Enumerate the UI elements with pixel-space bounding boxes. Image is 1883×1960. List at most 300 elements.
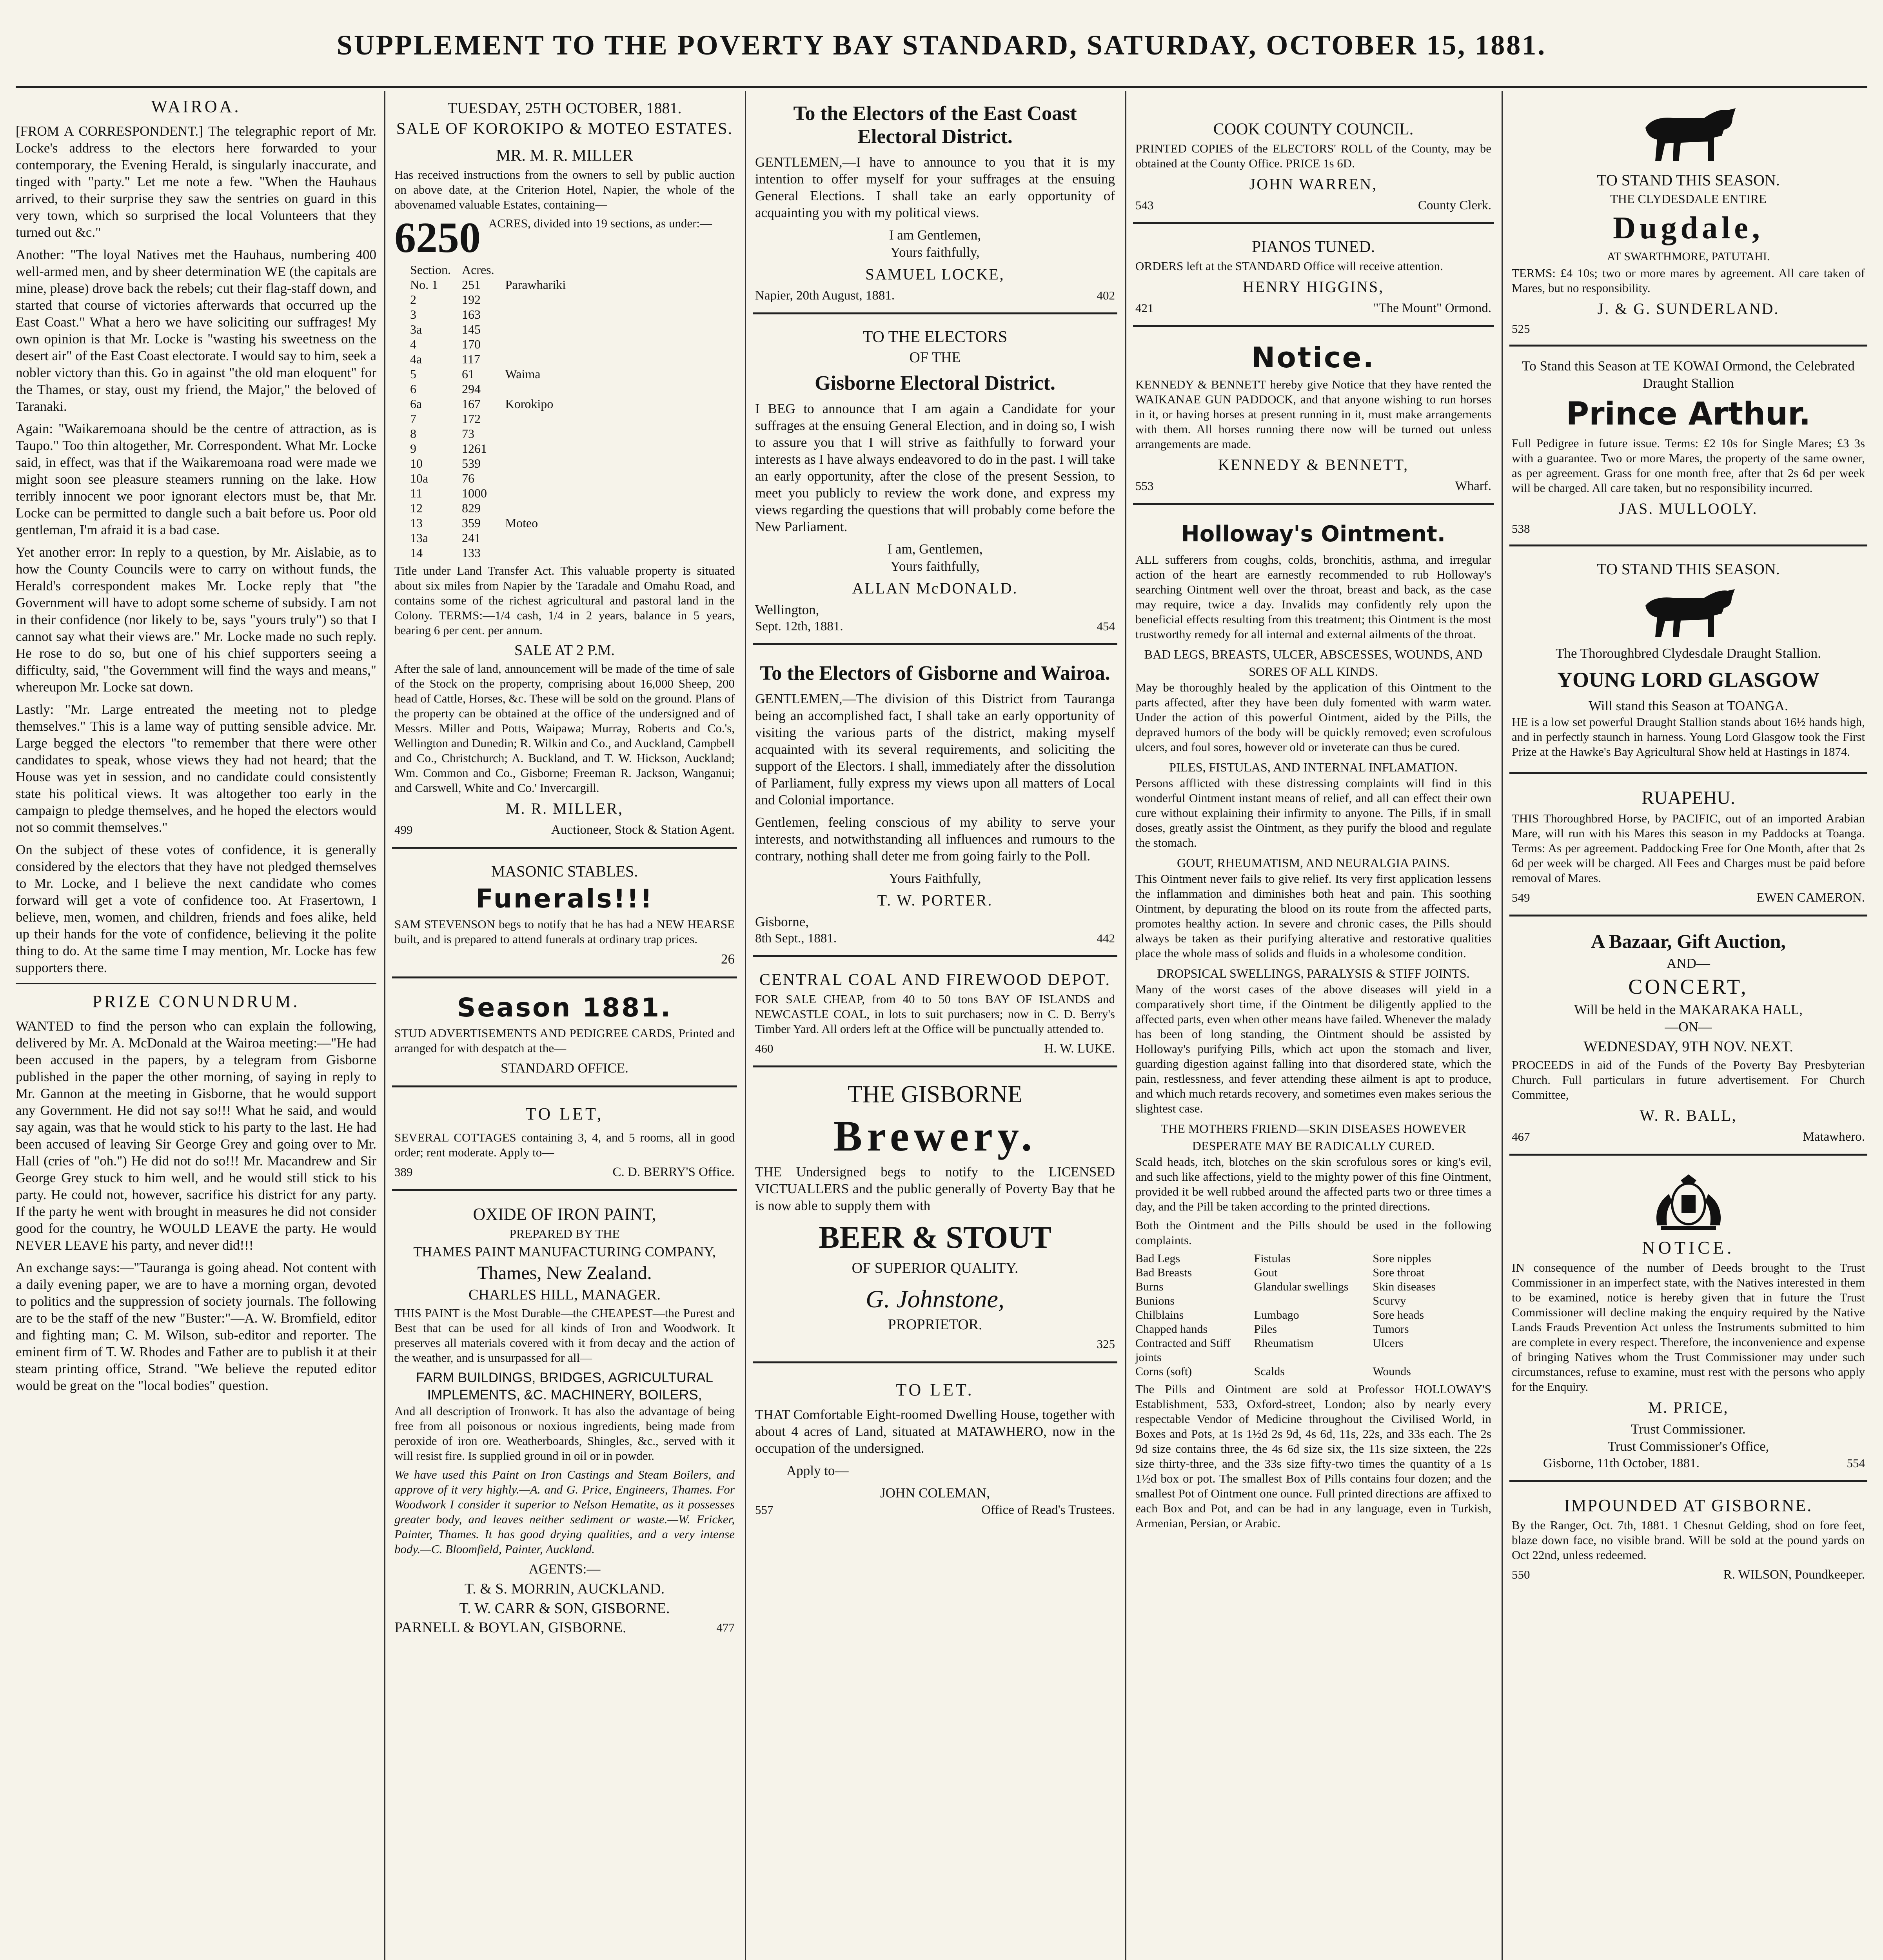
signature: SAMUEL LOCKE, bbox=[865, 265, 1005, 283]
ad-footer bbox=[755, 930, 1115, 947]
ad-number: 460 bbox=[755, 1042, 774, 1055]
electors-heading: Gisborne Electoral District. bbox=[815, 372, 1055, 394]
lots-header-cell: Section. bbox=[410, 263, 451, 277]
lots-cell: 294 bbox=[461, 382, 481, 396]
lots-body bbox=[410, 277, 577, 560]
ad-number: 554 bbox=[1847, 1456, 1865, 1470]
lots-table bbox=[410, 262, 577, 560]
complaint-item: Glandular swellings bbox=[1254, 1280, 1349, 1293]
lots-cell: 7 bbox=[410, 412, 416, 426]
sale-signature: M. R. MILLER, bbox=[505, 800, 624, 817]
agent: T. W. CARR & SON, GISBORNE. bbox=[459, 1600, 670, 1617]
place: Matawhero. bbox=[1803, 1130, 1865, 1144]
electors-body: GENTLEMEN,—I have to announce to you that it is my intention to offer myself for your suffrages at the ensuing General Elections. I shall take an early opportunity of acquainting you with my political views. bbox=[755, 154, 1115, 220]
signature: KENNEDY & BENNETT, bbox=[1218, 456, 1409, 474]
lots-cell: 163 bbox=[461, 307, 481, 321]
lots-row bbox=[410, 396, 577, 411]
signature: JOHN WARREN, bbox=[1249, 175, 1378, 193]
lots-row bbox=[410, 501, 577, 515]
sale-footer bbox=[394, 822, 735, 838]
lots-cell: 1261 bbox=[461, 441, 487, 456]
stand-at: Will stand this Season at TOANGA. bbox=[1589, 698, 1788, 713]
lots-header-cell bbox=[505, 262, 577, 277]
lots-cell: No. 1 bbox=[410, 278, 438, 292]
electors-heading: TO THE ELECTORS bbox=[863, 328, 1008, 346]
brewery-the: THE GISBORNE bbox=[847, 1081, 1023, 1108]
lots-row bbox=[410, 515, 577, 530]
lots-cell: 11 bbox=[410, 486, 422, 500]
lots-cell bbox=[505, 456, 577, 471]
signature: T. W. PORTER. bbox=[877, 891, 993, 909]
coal-body: FOR SALE CHEAP, from 40 to 50 tons BAY OF ISLANDS and NEWCASTLE COAL, in lots to suit purchasers; now in C. D. Berry's Timber Yard. All orders left at the Office will be punctually attended to. bbox=[755, 992, 1115, 1036]
date: Sept. 12th, 1881. bbox=[755, 619, 843, 633]
signature: EWEN CAMERON. bbox=[1756, 891, 1865, 905]
lots-row bbox=[410, 322, 577, 337]
paint-body: THIS PAINT is the Most Durable—the CHEAPEST—the Purest and Best that can be used for all kinds of Iron and Woodwork. It preserves all materials covered with it from decay and the action of the weather, and is unsurpassed for all— bbox=[394, 1306, 735, 1365]
ad-number: 538 bbox=[1512, 522, 1530, 535]
brewery-body: THE Undersigned begs to notify to the LICENSED VICTUALLERS and the public generally of Poverty Bay that he is now able to supply them with bbox=[755, 1164, 1115, 1213]
stud-cards-ad bbox=[392, 984, 737, 1087]
ruapehu-title: RUAPEHU. bbox=[1641, 788, 1735, 808]
lots-row bbox=[410, 530, 577, 545]
closing: Yours faithfully, bbox=[890, 559, 980, 574]
ad-footer bbox=[755, 618, 1115, 635]
lots-cell: 61 bbox=[461, 367, 474, 381]
coal-depot-ad bbox=[753, 963, 1117, 1067]
lots-cell: 172 bbox=[461, 412, 481, 426]
horse-icon bbox=[1630, 100, 1747, 167]
horse-icon bbox=[1630, 582, 1747, 641]
prince-arthur-ad bbox=[1509, 352, 1867, 546]
paint-title: OXIDE OF IRON PAINT, bbox=[473, 1205, 656, 1224]
porter-electors-ad bbox=[753, 651, 1117, 957]
council-body: PRINTED COPIES of the ELECTORS' ROLL of the County, may be obtained at the County Office. PRICE 1s 6D. bbox=[1135, 142, 1491, 170]
signature: J. & G. SUNDERLAND. bbox=[1597, 300, 1779, 318]
mcdonald-electors-ad bbox=[753, 320, 1117, 645]
lots-cell: Waima bbox=[505, 367, 541, 381]
complaint-item: Skin diseases bbox=[1373, 1280, 1436, 1293]
lots-cell bbox=[505, 411, 577, 426]
impound-title: IMPOUNDED AT GISBORNE. bbox=[1564, 1496, 1813, 1515]
holloway-ointment-ad bbox=[1133, 510, 1494, 1543]
sale-title: SALE OF KOROKIPO & MOTEO ESTATES. bbox=[396, 120, 733, 138]
bazaar-and: AND— bbox=[1667, 956, 1710, 971]
stand-desc: The Thoroughbred Clydesdale Draught Stallion. bbox=[1556, 646, 1821, 661]
season-heading: Season 1881. bbox=[457, 993, 672, 1023]
to-let-signature: C. D. BERRY'S Office. bbox=[612, 1165, 735, 1179]
column-3 bbox=[753, 91, 1117, 1960]
ad-footer bbox=[755, 1040, 1115, 1057]
column-divider bbox=[745, 91, 746, 1960]
signature: HENRY HIGGINS, bbox=[1242, 278, 1384, 296]
lots-row bbox=[410, 471, 577, 486]
holloway-subhead: PILES, FISTULAS, AND INTERNAL INFLAMATION. bbox=[1169, 760, 1458, 774]
brewery-owner: G. Johnstone, bbox=[866, 1285, 1004, 1313]
bazaar-ad bbox=[1509, 922, 1867, 1156]
auctioneer-name: MR. M. R. MILLER bbox=[496, 147, 634, 165]
stand-title: TO STAND THIS SEASON. bbox=[1597, 560, 1780, 578]
lots-cell: 12 bbox=[410, 501, 423, 515]
column-divider bbox=[1502, 91, 1503, 1960]
column-divider bbox=[384, 91, 385, 1960]
complaint-item: Piles bbox=[1254, 1323, 1277, 1336]
complaint-item: Fistulas bbox=[1254, 1252, 1291, 1265]
horse-name: Dugdale, bbox=[1613, 211, 1764, 245]
complaint-item: Ulcers bbox=[1373, 1337, 1404, 1350]
column-1 bbox=[16, 91, 376, 1960]
holloway-subhead: BAD LEGS, BREASTS, ULCER, ABSCESSES, WOUNDS, AND SORES OF ALL KINDS. bbox=[1144, 647, 1483, 679]
stud-office: STANDARD OFFICE. bbox=[501, 1060, 628, 1076]
pianos-ad bbox=[1133, 230, 1494, 327]
to-let-body: SEVERAL COTTAGES containing 3, 4, and 5 rooms, all in good order; rent moderate. Apply to— bbox=[394, 1131, 735, 1159]
ad-number: 543 bbox=[1135, 198, 1154, 212]
complaints-grid bbox=[1135, 1252, 1491, 1379]
electors-body: I BEG to announce that I am again a Candidate for your suffrages at the ensuing General Election, and in doing so, I wish to assure you that I will strive as faithfully to forward your interests as I have always endeavored to do in the past. I will take an early opportunity, after the close of the present Session, to meet you publicly to review the work done, and express my views regarding the questions that will probably come before the New Parliament. bbox=[755, 401, 1115, 534]
funerals-body: SAM STEVENSON begs to notify that he has had a NEW HEARSE built, and is prepared to attend funerals at ordinary trap prices. bbox=[394, 917, 735, 946]
signature: M. PRICE, bbox=[1648, 1399, 1729, 1416]
trust-commissioner-notice-ad bbox=[1509, 1161, 1867, 1482]
complaint-item: Bad Breasts bbox=[1135, 1266, 1192, 1279]
lots-cell bbox=[505, 441, 577, 456]
paint-place: Thames, New Zealand. bbox=[477, 1263, 652, 1283]
paint-testimonials: We have used this Paint on Iron Castings and Steam Boilers, and approve of it very highly.—A. and G. Price, Engineers, Thames. For Woodwork I consider it superior to Nelson Hematite, as it possesses greater body, and leaves neither sediment or waste.—W. Fricker, Painter, Thames. It has good drying qualities, and a very intense body.—C. Bloomfield, Painter, Auckland. bbox=[394, 1468, 735, 1556]
notice-body: IN consequence of the number of Deeds brought to the Trust Commissioner in an imperfect state, with the Natives interested in them to be examined, notice is hereby given that in future the Trust Commissioner will decline making the enquiry required by the Native Lands Frauds Prevention Act unless the Instruments submitted to him are complete in every respect. Therefore, the inconvenience and expense of bringing Natives whom the Trust Commissioner may under such circumstances, refuse to examine, must rest with the persons who apply for the Enquiry. bbox=[1512, 1261, 1865, 1394]
wairoa-paragraph: Yet another error: In reply to a question, by Mr. Aislabie, as to how the County Councils were to carry on without funds, the Herald's correspondent makes Mr. Locke reply that "the Government will have to adopt some scheme of subsidy. I am not in their confidence (nor likely to be, says "yours truly") so that I cannot say what their views are." Mr. Locke made no such reply. He rose to do so, but one of his chief supporters seeing a difficulty, said, "the Government will find the ways and means," whereupon Mr. Locke sat down. bbox=[16, 544, 376, 695]
ad-number: 477 bbox=[716, 1621, 735, 1634]
ad-number: 26 bbox=[721, 951, 735, 967]
lots-cell: 4 bbox=[410, 337, 416, 351]
lots-cell: 14 bbox=[410, 546, 423, 560]
complaint-item: Bunions bbox=[1135, 1294, 1175, 1307]
complaint-item: Gout bbox=[1254, 1266, 1278, 1279]
lots-row bbox=[410, 456, 577, 471]
stand-terms: TERMS: £4 10s; two or more mares by agreement. All care taken of Mares, but no responsibility. bbox=[1512, 266, 1865, 295]
paint-ad bbox=[392, 1196, 737, 1644]
ad-number: 550 bbox=[1512, 1568, 1530, 1581]
column-4 bbox=[1133, 91, 1494, 1960]
masthead-rule bbox=[16, 86, 1867, 88]
gun-paddock-notice-ad bbox=[1133, 332, 1494, 505]
acres-text: ACRES, divided into 19 sections, as under:— bbox=[488, 216, 712, 230]
to-let-body: THAT Comfortable Eight-roomed Dwelling House, together with about 4 acres of Land, situated at MATAWHERO, now in the occupation of the undersigned. bbox=[755, 1407, 1115, 1456]
lots-header-cell: Acres. bbox=[461, 263, 494, 277]
lots-row bbox=[410, 381, 577, 396]
funerals-heading: Funerals!!! bbox=[476, 884, 654, 914]
bazaar-held: Will be held in the MAKARAKA HALL, bbox=[1574, 1002, 1803, 1017]
lots-cell: 241 bbox=[461, 531, 481, 545]
lots-cell: 145 bbox=[461, 322, 481, 336]
signature: W. R. BALL, bbox=[1640, 1107, 1737, 1124]
electors-heading: To the Electors of the East Coast Electoral District. bbox=[793, 102, 1077, 148]
brewery-name: Brewery. bbox=[833, 1112, 1037, 1160]
lots-cell bbox=[505, 530, 577, 545]
lots-cell: 251 bbox=[461, 278, 481, 292]
wairoa-paragraph: Another: "The loyal Natives met the Hauhaus, numbering 400 well-armed men, and by sheer determination WE (the capitals are mine, please) drove back the rebels; cut their flag-staff down, and started that course of victories afterwards that occurred up the East Coast." What a hero we have soliciting our suffrages! My own opinion is that Mr. Locke is "wasting his sweetness on the desert air" of the East Coast electorate. I would say to him, seek a nobler victory than this. Go in against "the old man eloquent" for the Thames, or stay, oust my friend, the Major," the beloved of Taranaki. bbox=[16, 247, 376, 414]
office: Trust Commissioner's Office, bbox=[1607, 1439, 1769, 1454]
lots-cell: 10a bbox=[410, 471, 429, 485]
complaint-item: Wounds bbox=[1373, 1365, 1411, 1378]
agents-footer bbox=[394, 1619, 735, 1636]
lots-cell: 6 bbox=[410, 382, 416, 396]
ad-number: 499 bbox=[394, 823, 413, 837]
role: Trust Commissioner. bbox=[1631, 1421, 1746, 1437]
wairoa-paragraph: Again: "Waikaremoana should be the centre of attraction, as is Taupo." Too thin altogether, Mr. Correspondent. What Mr. Locke said, in effect, was that if the Waikaremoana road were made we might soon see pleasure steamers running on the lake. How terribly innocent we poor ignorant electors must be, that Mr. Locke can be permitted to dangle such a bait before us. Poor old gentleman, I'm afraid it is a bad case. bbox=[16, 421, 376, 537]
holloway-paragraph: Both the Ointment and the Pills should be used in the following complaints. bbox=[1135, 1218, 1491, 1247]
holloway-end: The Pills and Ointment are sold at Professor HOLLOWAY'S Establishment, 533, Oxford-street, London; also by nearly every respectable Vendor of Medicine throughout the Civilised World, in Boxes and Pots, at 1s 1½d 2s 9d, 4s 6d, 11s, 22s, and 33s each. The 2s 9d size contains three, the 4s 6d size six, the 11s size sixteen, the 22s size thirty-three, and the 33s size fifty-two times the quantity of a 1s 1½d box or pot. The smallest Box of Pills contains four dozen; and the smallest Pot of Ointment one ounce. Full printed directions are affixed to each Box and Pot, and can be had in any language, even in Turkish, Armenian, Persian, or Arabic. bbox=[1135, 1382, 1491, 1530]
ad-number: 549 bbox=[1512, 891, 1530, 904]
prize-conundrum-heading: PRIZE CONUNDRUM. bbox=[92, 992, 300, 1011]
complaint-item: Contracted and Stiff joints bbox=[1135, 1337, 1231, 1364]
lots-cell bbox=[505, 471, 577, 486]
lots-row bbox=[410, 277, 577, 292]
closing: Yours Faithfully, bbox=[889, 871, 981, 886]
stand-title: TO STAND THIS SEASON. bbox=[1597, 171, 1780, 189]
holloway-subhead: THE MOTHERS FRIEND—SKIN DISEASES HOWEVER DESPERATE MAY BE RADICALLY CURED. bbox=[1160, 1122, 1466, 1153]
complaint-item: Corns (soft) bbox=[1135, 1365, 1192, 1378]
lots-cell: 6a bbox=[410, 397, 422, 411]
lots-cell: 359 bbox=[461, 516, 481, 530]
lots-cell bbox=[505, 352, 577, 367]
lots-cell: 5 bbox=[410, 367, 416, 381]
holloway-paragraph: May be thoroughly healed by the application of this Ointment to the parts affected, after they have been duly fomented with warm water. Under the action of this powerful Ointment, aided by the Pills, the depraved humors of the body will be quickly removed; even scrofulous ulcers, and foul sores, however old or inveterate can thus be cured. bbox=[1135, 681, 1491, 754]
lots-row bbox=[410, 411, 577, 426]
wairoa-heading: WAIROA. bbox=[151, 97, 241, 116]
lots-cell: 13 bbox=[410, 516, 423, 530]
estate-sale-ad bbox=[392, 91, 737, 849]
signature: ALLAN McDONALD. bbox=[852, 579, 1018, 597]
lots-cell: 76 bbox=[461, 471, 474, 485]
divider bbox=[16, 983, 376, 984]
lots-cell: 117 bbox=[461, 352, 480, 366]
lots-cell: 4a bbox=[410, 352, 422, 366]
lots-header-row bbox=[410, 262, 577, 277]
complaint-item: Sore throat bbox=[1373, 1266, 1425, 1279]
ad-footer bbox=[1512, 1455, 1865, 1472]
lots-cell: 3a bbox=[410, 322, 422, 336]
horse-name: Prince Arthur. bbox=[1566, 396, 1811, 432]
lots-cell: 73 bbox=[461, 426, 474, 441]
holloway-heading: Holloway's Ointment. bbox=[1181, 521, 1446, 547]
lots-cell: 192 bbox=[461, 292, 481, 307]
ad-footer bbox=[1512, 1566, 1865, 1583]
complaint-item: Scurvy bbox=[1373, 1294, 1406, 1307]
lots-row bbox=[410, 352, 577, 367]
place-date: Gisborne, 11th October, 1881. bbox=[1543, 1456, 1700, 1470]
stand-at: AT SWARTHMORE, PATUTAHI. bbox=[1607, 250, 1770, 263]
wairoa-paragraph: Lastly: "Mr. Large entreated the meeting not to pledge themselves." This is a lame way of putting sensible advice. Mr. Large begged the electors "to remember that there were other candidates to speak, whose views they had not heard; that the House was yet in session, and no candidate could consistently state his political views. It was altogether too early in the campaign to pledge themselves, and he hoped the electors would not so commit themselves." bbox=[16, 702, 376, 835]
signature: JAS. MULLOOLY. bbox=[1619, 500, 1758, 517]
lots-cell: 1000 bbox=[461, 486, 487, 500]
stand-intro: To Stand this Season at TE KOWAI Ormond, the Celebrated Draught Stallion bbox=[1522, 358, 1855, 391]
to-let-footer bbox=[394, 1164, 735, 1180]
complaint-item: Rheumatism bbox=[1254, 1337, 1314, 1350]
lots-row bbox=[410, 545, 577, 560]
lots-cell: 3 bbox=[410, 307, 416, 321]
ad-number: 557 bbox=[755, 1503, 774, 1517]
ad-number: 421 bbox=[1135, 301, 1154, 315]
ad-footer bbox=[755, 1502, 1115, 1518]
ad-number: 402 bbox=[1097, 289, 1115, 302]
pianos-body: ORDERS left at the STANDARD Office will receive attention. bbox=[1135, 259, 1443, 273]
young-lord-glasgow-ad bbox=[1509, 552, 1867, 774]
ruapehu-body: THIS Thoroughbred Horse, by PACIFIC, out of an imported Arabian Mare, will run with his Mares this season in my Paddocks at Toanga. Terms: As per agreement. Paddocking Free for One Month, after that 2s 6d per week will be charged. All Fees and Charges must be paid before removal of Mares. bbox=[1512, 811, 1865, 885]
to-let-heading: TO LET, bbox=[525, 1104, 604, 1123]
to-let-heading: TO LET. bbox=[896, 1380, 974, 1399]
place-date: Napier, 20th August, 1881. bbox=[755, 289, 895, 303]
lots-cell: 133 bbox=[461, 546, 481, 560]
ad-footer bbox=[1135, 478, 1491, 494]
bazaar-on: —ON— bbox=[1665, 1019, 1712, 1034]
holloway-subhead: GOUT, RHEUMATISM, AND NEURALGIA PAINS. bbox=[1177, 856, 1450, 870]
complaint-item: Sore nipples bbox=[1373, 1252, 1431, 1265]
sale-role: Auctioneer, Stock & Station Agent. bbox=[551, 823, 735, 837]
lots-row bbox=[410, 426, 577, 441]
apply-to: Apply to— bbox=[786, 1463, 849, 1478]
lots-row bbox=[410, 486, 577, 501]
brewery-quality: OF SUPERIOR QUALITY. bbox=[852, 1260, 1019, 1276]
dugdale-ad bbox=[1509, 91, 1867, 347]
closing: Yours faithfully, bbox=[890, 245, 980, 260]
place: Wharf. bbox=[1455, 479, 1491, 493]
ad-number: 325 bbox=[1097, 1337, 1115, 1351]
sale-intro: Has received instructions from the owners to sell by public auction on above date, at the Criterion Hotel, Napier, the whole of the abovenamed valuable Estates, containing— bbox=[394, 168, 735, 211]
ruapehu-ad bbox=[1509, 779, 1867, 916]
ad-number: 442 bbox=[1097, 931, 1115, 945]
bazaar-date: WEDNESDAY, 9TH NOV. NEXT. bbox=[1583, 1038, 1793, 1055]
agent: T. & S. MORRIN, AUCKLAND. bbox=[464, 1581, 665, 1597]
coal-title: CENTRAL COAL AND FIREWOOD DEPOT. bbox=[759, 971, 1111, 989]
lots-cell: 170 bbox=[461, 337, 481, 351]
newspaper-page bbox=[16, 8, 1867, 1960]
complaint-item: Chapped hands bbox=[1135, 1323, 1208, 1336]
lots-cell bbox=[505, 322, 577, 337]
county-council-ad bbox=[1133, 91, 1494, 224]
holloway-subhead: DROPSICAL SWELLINGS, PARALYSIS & STIFF JOINTS. bbox=[1157, 966, 1470, 980]
complaint-item: Bad Legs bbox=[1135, 1252, 1180, 1265]
matawhero-to-let-ad bbox=[753, 1369, 1117, 1527]
masonic-title: MASONIC STABLES. bbox=[491, 862, 638, 880]
ad-footer bbox=[1512, 1129, 1865, 1145]
holloway-paragraph: Many of the worst cases of the above diseases will yield in a comparatively short time, if the Ointment be diligently applied to the affected parts, even when other means have failed. Whenever the malady has been of long standing, the Ointment should be assisted by Holloway's purifying Pills, which act upon the stomach and liver, guarding digestion against falling into that disordered state, which the pain, restlessness, and fever attending these ailment is apt to produce, and which much retards recovery, and sometimes even makes serious the slightest case. bbox=[1135, 982, 1491, 1115]
holloway-paragraph: This Ointment never fails to give relief. Its very first application lessens the inflammation and diminishes both heat and pain. This soothing Ointment, by depurating the blood on its route from the affected parts, promotes healthy action. In severe and chronic cases, the Pills should always be taken as their purifying alterative and restorative qualities place the whole mass of solids and fluids in a wholesome condition. bbox=[1135, 872, 1491, 960]
stand-body: Full Pedigree in future issue. Terms: £2 10s for Single Mares; £3 3s with a guarantee. Two or more Mares, the property of the same owner, as per agreement. Grass for one month free, after that 2s 6d per week will be charged. All care taken, but no responsibility incurred. bbox=[1512, 436, 1865, 495]
pianos-title: PIANOS TUNED. bbox=[1251, 238, 1375, 256]
column-2 bbox=[392, 91, 737, 1960]
royal-coat-of-arms-icon bbox=[1645, 1171, 1732, 1233]
stand-body: HE is a low set powerful Draught Stallion stands about 16½ hands high, and in perfectly staunch in harness. Young Lord Glasgow took the First Prize at the Hawke's Bay Agricultural Show held at Hastings in 1874. bbox=[1512, 715, 1865, 759]
lots-cell bbox=[505, 486, 577, 501]
notice-heading: Notice. bbox=[1251, 341, 1375, 374]
complaint-item: Tumors bbox=[1373, 1323, 1409, 1336]
wairoa-paragraph: On the subject of these votes of confidence, it is generally considered by the electors that they have not pledged themselves to Mr. Locke, and I believe the next candidate who comes forward will get a vote of confidence too. At Frasertown, I believe, men, women, and children, friends and foes alike, held up their hands for the vote of confidence, believing it the polite thing to do. At the same time I may mention, Mr. Locke has few supporters there. bbox=[16, 842, 376, 975]
sale-date: TUESDAY, 25TH OCTOBER, 1881. bbox=[447, 99, 682, 117]
place: "The Mount" Ormond. bbox=[1373, 301, 1491, 315]
lots-row bbox=[410, 292, 577, 307]
stand-the: THE CLYDESDALE ENTIRE bbox=[1610, 192, 1767, 206]
lots-cell bbox=[505, 545, 577, 560]
lots-cell: 13a bbox=[410, 531, 429, 545]
lots-cell: 539 bbox=[461, 456, 481, 470]
paint-by: PREPARED BY THE bbox=[509, 1227, 620, 1241]
sale-body: Title under Land Transfer Act. This valuable property is situated about six miles from Napier by the Taradale and Omahu Road, and contains some of the richest agricultural and pastoral land in the Colony. TERMS:—1/4 cash, 1/4 in 2 years, balance in 5 years, bearing 6 per cent. per annum. bbox=[394, 564, 735, 637]
signature: H. W. LUKE. bbox=[1044, 1042, 1115, 1056]
agent: PARNELL & BOYLAN, GISBORNE. bbox=[394, 1619, 626, 1636]
paint-manager: CHARLES HILL, MANAGER. bbox=[468, 1287, 661, 1303]
lots-cell bbox=[505, 337, 577, 352]
ad-footer bbox=[1135, 197, 1491, 214]
exchange-paragraph: An exchange says:—"Tauranga is going ahead. Not content with a daily evening paper, we are to have a morning organ, devoted to politics and the suppression of society journals. The following are to be the staff of the new "Buster:"—A. W. Bromfield, editor and fighting man; C. M. Wilson, sub-editor and reporter. The eminent firm of T. W. Rhodes and Father are to publish it at their steam printing office, Strand. "We believe the reputed editor would be great on the "local bodies" question. bbox=[16, 1260, 376, 1393]
complaint-item: Sore heads bbox=[1373, 1308, 1424, 1321]
complaint-item: Burns bbox=[1135, 1280, 1164, 1293]
lots-cell bbox=[505, 381, 577, 396]
complaint-item: Chilblains bbox=[1135, 1308, 1184, 1321]
stud-body: STUD ADVERTISEMENTS AND PEDIGREE CARDS, Printed and arranged for with despatch at the— bbox=[394, 1026, 735, 1055]
lots-cell: Korokipo bbox=[505, 397, 554, 411]
closing: I am, Gentlemen, bbox=[887, 541, 983, 557]
acres-block bbox=[394, 216, 735, 259]
sale-after: After the sale of land, announcement will be made of the time of sale of the Stock on the property, comprising about 16,000 Sheep, 200 head of Cattle, Horses, &c. These will be sold on the ground. Plans of the property can be obtained at the office of the undersigned and of Messrs. Miller and Potts, Waipawa; Murray, Roberts and Co.'s, Wellington and Dunedin; R. Wilkin and Co., and Auckland, Campbell and Co., Christchurch; A. Buckland, and T. W. Hickson, Auckland; Wm. Common and Co., Gisborne; Freeman R. Jackson, Wanganui; and Carswell, White and Co.' Invercargill. bbox=[394, 662, 735, 795]
lots-cell: Parawhariki bbox=[505, 278, 566, 292]
bazaar-body: PROCEEDS in aid of the Funds of the Poverty Bay Presbyterian Church. Full particulars in future advertisement. For Church Committee, bbox=[1512, 1058, 1865, 1102]
lots-row bbox=[410, 441, 577, 456]
lots-cell: 10 bbox=[410, 456, 423, 470]
complaint-item bbox=[1254, 1294, 1373, 1308]
ad-number: 389 bbox=[394, 1165, 413, 1179]
ad-footer bbox=[1512, 889, 1865, 906]
notice-body: KENNEDY & BENNETT hereby give Notice that they have rented the WAIKANAE GUN PADDOCK, and that anyone wishing to run horses in it, or having horses at present running in it, must make arrangements with them. All horses running there now will be turned out unless arrangements are made. bbox=[1135, 377, 1491, 451]
lots-cell: 9 bbox=[410, 441, 416, 456]
electors-heading: To the Electors of Gisborne and Wairoa. bbox=[760, 662, 1110, 684]
horse-name: YOUNG LORD GLASGOW bbox=[1557, 668, 1820, 691]
impound-body: By the Ranger, Oct. 7th, 1881. 1 Chesnut Gelding, shod on fore feet, blaze down face, no visible brand. Will be sold at the pound yards on Oct 22nd, unless redeemed. bbox=[1512, 1518, 1865, 1562]
sale-time: SALE AT 2 P.M. bbox=[514, 642, 615, 659]
signature: JOHN COLEMAN, bbox=[880, 1485, 990, 1501]
ad-number: 467 bbox=[1512, 1130, 1530, 1143]
lots-cell: 167 bbox=[461, 397, 481, 411]
agents-label: AGENTS:— bbox=[528, 1561, 601, 1577]
lots-cell: 2 bbox=[410, 292, 416, 307]
place: Wellington, bbox=[755, 602, 819, 617]
beer-stout: BEER & STOUT bbox=[818, 1220, 1052, 1255]
closing: I am Gentlemen, bbox=[889, 227, 981, 243]
complaint-item: Scalds bbox=[1254, 1365, 1285, 1378]
council-title: COOK COUNTY COUNCIL. bbox=[1213, 120, 1414, 138]
lots-row bbox=[410, 367, 577, 381]
holloway-paragraph: Scald heads, itch, blotches on the skin scrofulous sores or king's evil, and such like affections, yield to the mighty power of this fine Ointment, provided it be well rubbed around the affected parts two or three times a day, and the Pill be taken according to the printed directions. bbox=[1135, 1155, 1491, 1213]
cottages-to-let-ad bbox=[392, 1093, 737, 1191]
notice-title: NOTICE. bbox=[1642, 1238, 1735, 1258]
lots-cell: Moteo bbox=[505, 516, 538, 530]
role: County Clerk. bbox=[1418, 198, 1491, 212]
electors-heading: OF THE bbox=[909, 349, 961, 366]
ad-number: 525 bbox=[1512, 322, 1530, 336]
place: Gisborne, bbox=[755, 914, 809, 929]
ad-number: 454 bbox=[1097, 619, 1115, 633]
lots-row bbox=[410, 337, 577, 352]
masthead: SUPPLEMENT TO THE POVERTY BAY STANDARD, SATURDAY, OCTOBER 15, 1881. bbox=[336, 29, 1547, 61]
lots-cell bbox=[505, 292, 577, 307]
lots-cell bbox=[505, 307, 577, 322]
masonic-stables-ad bbox=[392, 854, 737, 978]
locke-electors-ad bbox=[753, 91, 1117, 314]
ad-footer bbox=[755, 287, 1115, 304]
prize-paragraph: WANTED to find the person who can explain the following, delivered by Mr. A. McDonald at the Wairoa meeting:—"He had been accused in the papers, by a telegram from Gisborne published in the paper the other morning, of saying in reply to Mr. Gannon at the meeting in Gisborne, that he would support any Government. He did not say so!!! What he said, and would say again, was that he would stick to his party to the last. He had been accused of leaving Sir George Grey and going over to Mr. Hall (cries of "oh.") He did not do so!!! Mr. Macandrew and Sir George Grey stuck to him well, and he would still stick to his party. He could not, however, sacrifice his district for any party. If the party he went with brought in measures he did not consider good for the country, he WOULD LEAVE the party. He would NEVER LEAVE his party, and never did!!! bbox=[16, 1018, 376, 1253]
brewery-ad bbox=[753, 1073, 1117, 1363]
lots-cell: 829 bbox=[461, 501, 481, 515]
lots-row bbox=[410, 307, 577, 322]
electors-body: Gentlemen, feeling conscious of my ability to serve your interests, and notwithstanding all influences and rumours to the contrary, nothing shall deter me from going fairly to the Poll. bbox=[755, 815, 1115, 864]
column-divider bbox=[1125, 91, 1126, 1960]
